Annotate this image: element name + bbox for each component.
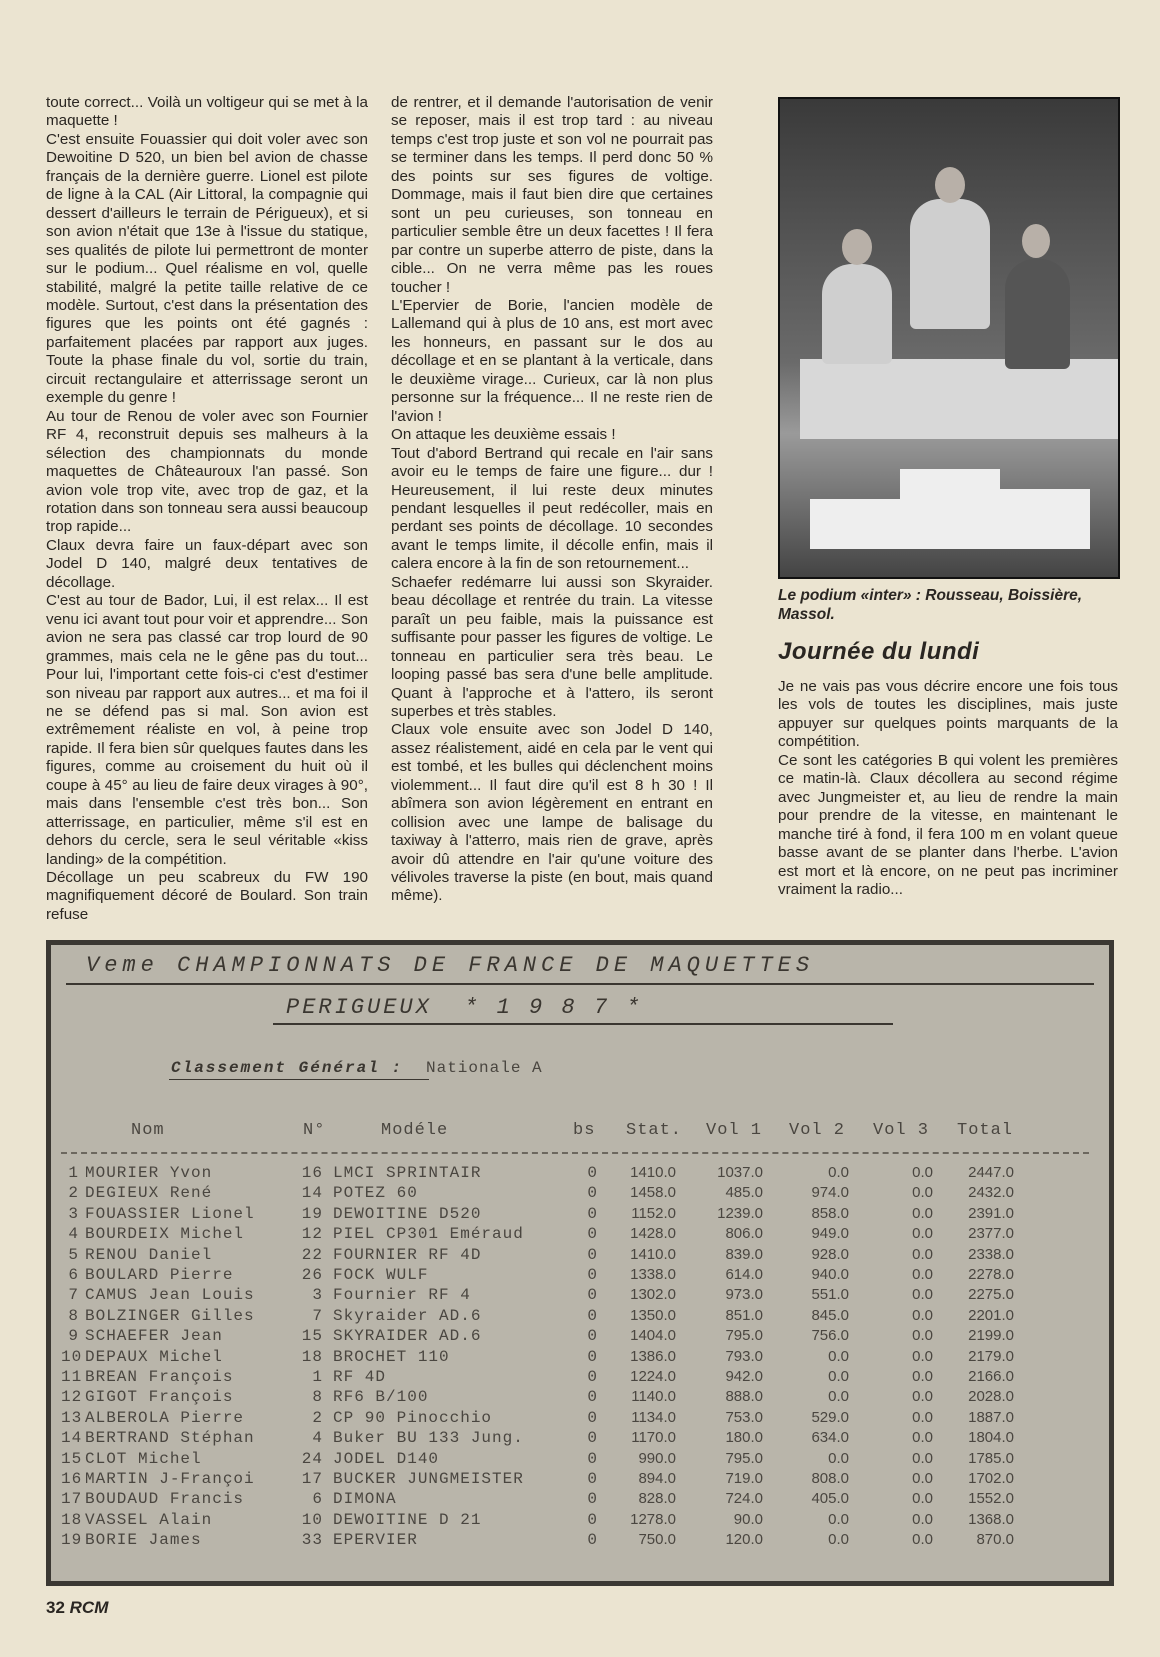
table-cell: 2201.0 — [968, 1306, 1014, 1324]
table-cell: 0 — [587, 1510, 598, 1529]
table-cell: 1350.0 — [630, 1306, 676, 1324]
table-cell: 1134.0 — [631, 1408, 676, 1426]
table-cell: GIGOT François — [85, 1388, 234, 1407]
table-cell: 888.0 — [725, 1388, 763, 1406]
table-cell: BOURDEIX Michel — [85, 1225, 245, 1244]
page-footer — [46, 1598, 108, 1618]
table-row — [51, 1164, 1109, 1185]
table-cell: 0.0 — [912, 1204, 933, 1222]
paragraph: Claux vole ensuite avec son Jodel D 140, assez réalistement, aidé en cela par le vent qui est tombé, et les bulles qui déclenchent moins violemment... Il faut dire qu'il est 8 h 30 ! Il abîmera son avion légèrement en entrant en collision avec une lampe de balisage du taxiway à l'atterro, mais rien de grave, après avoir dû attendre en l'air qu'une voiture des vélivoles traverse la piste (en bout, mais quand même). — [391, 721, 713, 905]
table-cell: 858.0 — [811, 1204, 849, 1222]
table-cell: 16 — [61, 1470, 83, 1488]
table-cell: 795.0 — [725, 1449, 763, 1467]
column-header: bs — [573, 1121, 596, 1140]
table-cell: 0 — [587, 1531, 598, 1550]
table-cell: 724.0 — [725, 1490, 763, 1508]
table-cell: 8 — [68, 1306, 79, 1325]
table-cell: 808.0 — [811, 1470, 849, 1487]
table-cell: 0.0 — [828, 1531, 849, 1549]
table-cell: 2432.0 — [968, 1184, 1014, 1202]
table-cell: FOURNIER RF 4D — [333, 1245, 482, 1264]
table-row — [51, 1450, 1109, 1471]
table-cell: RF6 B/100 — [333, 1388, 429, 1407]
table-cell: CP 90 Pinocchio — [333, 1408, 493, 1427]
table-cell: 0.0 — [912, 1286, 933, 1304]
classement-label: Classement Général : — [171, 1059, 404, 1077]
column-header: Stat. — [626, 1121, 683, 1140]
table-cell: 845.0 — [811, 1306, 849, 1324]
table-cell: 0 — [587, 1408, 598, 1427]
paragraph: L'Epervier de Borie, l'ancien modèle de Lallemand qui à plus de 10 ans, est mort avec les honneurs, en passant sur le dos au décollage et en se plantant à la verticale, dans le deuxième virage... Curieux, car là non plus personne sur la fréquence... Il ne reste rien de l'avion ! — [391, 296, 713, 425]
table-cell: DEWOITINE D 21 — [333, 1510, 482, 1529]
table-cell: DIMONA — [333, 1490, 397, 1509]
table-cell: 0 — [587, 1164, 598, 1182]
table-row — [51, 1205, 1109, 1226]
article-column-3 — [778, 678, 1118, 899]
table-cell: 2166.0 — [968, 1368, 1014, 1385]
table-cell: SKYRAIDER AD.6 — [333, 1327, 482, 1346]
table-cell: 806.0 — [725, 1225, 763, 1243]
table-cell: 0 — [587, 1470, 598, 1488]
table-cell: 2275.0 — [968, 1286, 1014, 1304]
table-row — [51, 1246, 1109, 1267]
table-cell: 2 — [68, 1184, 79, 1203]
table-cell: 4 — [312, 1429, 323, 1448]
table-cell: 19 — [61, 1531, 83, 1550]
table-cell: BERTRAND Stéphan — [85, 1429, 255, 1448]
table-cell: 22 — [301, 1245, 323, 1264]
table-row — [51, 1429, 1109, 1450]
column-header: Vol 2 — [789, 1121, 846, 1140]
table-cell: Skyraider AD.6 — [333, 1306, 482, 1325]
table-cell: 1785.0 — [968, 1449, 1014, 1467]
table-cell: 19 — [301, 1204, 323, 1223]
table-row — [51, 1348, 1109, 1369]
table-cell: 0.0 — [912, 1368, 933, 1385]
table-cell: 0 — [587, 1306, 598, 1325]
table-cell: 2278.0 — [968, 1266, 1014, 1283]
magazine-logo: RCM — [69, 1598, 109, 1617]
table-cell: 1410.0 — [630, 1245, 676, 1263]
table-cell: 1386.0 — [630, 1347, 676, 1365]
table-cell: 793.0 — [725, 1347, 763, 1365]
table-cell: 942.0 — [725, 1368, 763, 1385]
paragraph: C'est ensuite Fouassier qui doit voler avec son Dewoitine D 520, un bien bel avion de chasse français de la dernière guerre. Lionel est pilote de ligne à la CAL (Air Littoral, la compagnie qui dessert d'ailleurs le terrain de Périgueux), et si son avion n'était que 13e à l'issue du statique, ses qualités de pilote lui permettront de monter sur le podium... Quel réalisme en vol, quelle stabilité, malgré la petite taille relative de ce modèle. Surtout, c'est dans la présentation des figures que les points ont été gagnés : parfaitement placées par rapport aux juges. Toute la phase finale du vol, sortie du train, circuit rectangulaire et atterrissage seront un exemple du genre ! — [46, 130, 368, 407]
table-cell: 17 — [61, 1490, 83, 1509]
table-cell: 1804.0 — [968, 1429, 1014, 1447]
table-cell: 0.0 — [912, 1164, 933, 1181]
table-cell: MOURIER Yvon — [85, 1164, 213, 1182]
table-cell: 0.0 — [828, 1164, 849, 1181]
table-cell: 90.0 — [733, 1510, 763, 1528]
table-cell: 1037.0 — [717, 1164, 763, 1181]
table-cell: 0.0 — [912, 1347, 933, 1365]
table-cell: 0.0 — [912, 1531, 933, 1549]
table-cell: 551.0 — [811, 1286, 849, 1304]
table-cell: 0.0 — [912, 1184, 933, 1202]
table-cell: 2028.0 — [968, 1388, 1014, 1406]
results-table — [46, 940, 1114, 1586]
table-cell: Buker BU 133 Jung. — [333, 1429, 524, 1448]
table-cell: 1552.0 — [968, 1490, 1014, 1508]
table-cell: 0 — [587, 1449, 598, 1468]
table-cell: 0 — [587, 1490, 598, 1509]
table-cell: 7 — [312, 1306, 323, 1325]
table-cell: 485.0 — [725, 1184, 763, 1202]
table-cell: 614.0 — [725, 1266, 763, 1283]
table-cell: 828.0 — [638, 1490, 676, 1508]
table-row — [51, 1531, 1109, 1552]
table-cell: 1224.0 — [630, 1368, 676, 1385]
table-cell: 2199.0 — [968, 1327, 1014, 1345]
paragraph: toute correct... Voilà un voltigeur qui se met à la maquette ! — [46, 94, 368, 130]
table-cell: 18 — [301, 1347, 323, 1366]
table-cell: 2338.0 — [968, 1245, 1014, 1263]
article-column-2 — [391, 94, 713, 906]
table-cell: 2377.0 — [968, 1225, 1014, 1243]
podium-photo — [778, 97, 1120, 579]
table-cell: 12 — [61, 1388, 83, 1407]
table-cell: RF 4D — [333, 1368, 387, 1386]
table-cell: ALBEROLA Pierre — [85, 1408, 245, 1427]
paragraph: Au tour de Renou de voler avec son Fournier RF 4, reconstruit depuis ses malheurs à la sélection des championnats du monde maquettes de Châteauroux l'an passé. Son avion vole trop vite, avec trop de gaz, et la rotation dans son tonneau sera aussi beaucoup trop rapide... — [46, 407, 368, 536]
table-row — [51, 1225, 1109, 1246]
column-header: Nom — [131, 1121, 165, 1140]
table-cell: SCHAEFER Jean — [85, 1327, 223, 1346]
table-cell: 1338.0 — [630, 1266, 676, 1283]
table-cell: 10 — [61, 1347, 83, 1366]
table-cell: 120.0 — [725, 1531, 763, 1549]
page-number: 32 — [46, 1598, 65, 1617]
table-cell: 5 — [68, 1245, 79, 1264]
table-cell: CAMUS Jean Louis — [85, 1286, 255, 1305]
table-cell: 1410.0 — [630, 1164, 676, 1181]
column-header: Vol 3 — [873, 1121, 930, 1140]
table-cell: 990.0 — [638, 1449, 676, 1467]
table-cell: 0 — [587, 1266, 598, 1284]
table-cell: 6 — [312, 1490, 323, 1509]
table-cell: 405.0 — [811, 1490, 849, 1508]
table-cell: 949.0 — [811, 1225, 849, 1243]
table-cell: 0.0 — [828, 1347, 849, 1365]
table-cell: FOUASSIER Lionel — [85, 1204, 255, 1223]
table-cell: 1404.0 — [630, 1327, 676, 1345]
paragraph: Ce sont les catégories B qui volent les premières ce matin-là. Claux décollera au second régime avec Jungmeister et, au lieu de rendre la main pour prendre de la vitesse, en maintenant le manche tiré à fond, il fera 100 m en volant queue basse avant de se planter dans l'herbe. L'avion est mort et là encore, on ne peut pas incriminer vraiment la radio... — [778, 751, 1118, 898]
table-cell: 24 — [301, 1449, 323, 1468]
table-cell: 1302.0 — [630, 1286, 676, 1304]
paragraph: Décollage un peu scabreux du FW 190 magnifiquement décoré de Boulard. Son train refuse — [46, 869, 368, 923]
paragraph: Je ne vais pas vous décrire encore une fois tous les vols de toutes les disciplines, mais juste appuyer sur quelques points marquants de la compétition. — [778, 678, 1118, 751]
table-cell: 2179.0 — [968, 1347, 1014, 1365]
article-column-1 — [46, 94, 368, 924]
table-cell: 0.0 — [912, 1327, 933, 1345]
table-cell: 0 — [587, 1204, 598, 1223]
table-cell: EPERVIER — [333, 1531, 418, 1550]
table-cell: 0.0 — [912, 1490, 933, 1508]
table-cell: 9 — [68, 1327, 79, 1346]
table-cell: 2 — [312, 1408, 323, 1427]
table-cell: 17 — [301, 1470, 323, 1488]
table-cell: 0.0 — [912, 1470, 933, 1487]
table-cell: 719.0 — [725, 1470, 763, 1487]
table-cell: 16 — [301, 1164, 323, 1182]
table-cell: 0 — [587, 1347, 598, 1366]
table-cell: 2447.0 — [968, 1164, 1014, 1181]
table-cell: 851.0 — [725, 1306, 763, 1324]
column-header: Modéle — [381, 1121, 449, 1140]
paragraph: Claux devra faire un faux-départ avec son Jodel D 140, malgré deux tentatives de décollage. — [46, 536, 368, 591]
column-header: Vol 1 — [706, 1121, 763, 1140]
table-cell: 756.0 — [811, 1327, 849, 1345]
table-cell: DEPAUX Michel — [85, 1347, 223, 1366]
table-cell: 3 — [68, 1204, 79, 1223]
table-cell: 13 — [61, 1408, 83, 1427]
table-cell: BORIE James — [85, 1531, 202, 1550]
table-cell: 973.0 — [725, 1286, 763, 1304]
classement-value: Nationale A — [426, 1059, 543, 1077]
table-cell: Fournier RF 4 — [333, 1286, 471, 1305]
table-cell: 2391.0 — [968, 1204, 1014, 1222]
table-cell: 0 — [587, 1286, 598, 1305]
table-cell: 0 — [587, 1245, 598, 1264]
table-cell: 1 — [68, 1164, 79, 1182]
table-row — [51, 1470, 1109, 1491]
table-cell: BOLZINGER Gilles — [85, 1306, 255, 1325]
photo-caption: Le podium «inter» : Rousseau, Boissière, Massol. — [778, 587, 1083, 623]
table-cell: 26 — [301, 1266, 323, 1284]
table-cell: 180.0 — [725, 1429, 763, 1447]
table-cell: 18 — [61, 1510, 83, 1529]
table-cell: BOULARD Pierre — [85, 1266, 234, 1284]
table-cell: 0.0 — [912, 1429, 933, 1447]
table-cell: 0.0 — [828, 1449, 849, 1467]
table-cell: 0.0 — [912, 1449, 933, 1467]
table-cell: LMCI SPRINTAIR — [333, 1164, 482, 1182]
table-cell: POTEZ 60 — [333, 1184, 418, 1203]
table-cell: MARTIN J-Françoi — [85, 1470, 255, 1488]
table-cell: 10 — [301, 1510, 323, 1529]
table-cell: 1152.0 — [631, 1204, 676, 1222]
table-cell: 0 — [587, 1368, 598, 1386]
paragraph: Schaefer redémarre lui aussi son Skyraider. beau décollage et rentrée du train. La vitesse paraît un peu faible, mais la puissance est suffisante pour passer les figures de voltige. Le tonneau en particulier sera très beau. Le looping passé bas sera d'une belle amplitude. Quant à l'approche et à l'attero, ils seront superbes et très stables. — [391, 573, 713, 720]
table-cell: BUCKER JUNGMEISTER — [333, 1470, 524, 1488]
table-cell: 894.0 — [638, 1470, 676, 1487]
table-cell: 0.0 — [912, 1225, 933, 1243]
table-cell: BOUDAUD Francis — [85, 1490, 245, 1509]
table-cell: 1140.0 — [631, 1388, 676, 1406]
paragraph: On attaque les deuxième essais ! — [391, 426, 616, 444]
column-header: Total — [957, 1121, 1014, 1140]
table-cell: FOCK WULF — [333, 1266, 429, 1284]
table-row — [51, 1266, 1109, 1287]
table-cell: 529.0 — [811, 1408, 849, 1426]
table-cell: 0.0 — [828, 1388, 849, 1406]
table-cell: 1278.0 — [630, 1510, 676, 1528]
table-cell: 4 — [68, 1225, 79, 1244]
table-row — [51, 1368, 1109, 1389]
table-cell: BROCHET 110 — [333, 1347, 450, 1366]
table-cell: 0 — [587, 1388, 598, 1407]
table-cell: 0 — [587, 1327, 598, 1346]
table-cell: 14 — [301, 1184, 323, 1203]
table-row — [51, 1511, 1109, 1532]
table-row — [51, 1307, 1109, 1328]
table-cell: RENOU Daniel — [85, 1245, 213, 1264]
table-row — [51, 1409, 1109, 1430]
paragraph: Tout d'abord Bertrand qui recale en l'air sans avoir eu le temps de faire une figure... dur ! Heureusement, il lui reste deux minutes pendant lesquelles il peut redécoller, mais en perdant ses points de décollage. 10 secondes avant le temps limite, il décolle enfin, mais il calera encore à la fin de son retournement... — [391, 444, 713, 573]
table-subtitle: PERIGUEUX * 1 9 8 7 * — [286, 995, 643, 1020]
table-cell: 33 — [301, 1531, 323, 1550]
table-row — [51, 1327, 1109, 1348]
table-cell: 1458.0 — [630, 1184, 676, 1202]
table-cell: 0.0 — [912, 1245, 933, 1263]
table-cell: 7 — [68, 1286, 79, 1305]
column-header: N° — [303, 1121, 326, 1140]
table-cell: 750.0 — [638, 1531, 676, 1549]
table-cell: 0.0 — [828, 1368, 849, 1385]
table-cell: 974.0 — [811, 1184, 849, 1202]
table-cell: 1170.0 — [631, 1429, 676, 1447]
table-cell: 12 — [301, 1225, 323, 1244]
table-cell: 8 — [312, 1388, 323, 1407]
table-cell: PIEL CP301 Eméraud — [333, 1225, 524, 1244]
table-row — [51, 1388, 1109, 1409]
table-cell: 3 — [312, 1286, 323, 1305]
table-cell: 753.0 — [725, 1408, 763, 1426]
table-cell: 1 — [312, 1368, 323, 1386]
table-cell: 795.0 — [725, 1327, 763, 1345]
table-cell: 1239.0 — [717, 1204, 763, 1222]
table-cell: 6 — [68, 1266, 79, 1284]
table-cell: 0 — [587, 1429, 598, 1448]
table-cell: 1428.0 — [630, 1225, 676, 1243]
paragraph: C'est au tour de Bador, Lui, il est relax... Il est venu ici avant tout pour voir et apprendre... Son avion ne sera pas classé car trop lourd de 90 grammes, mais cela ne le gêne pas du tout... Pour lui, l'important cette fois-ci c'est d'estimer son niveau par rapport aux autres... et ma foi il ne se défend pas si mal. Son avion est extrêmement réaliste en vol, à peine trop rapide. Il fera bien sûr quelques fautes dans les figures, comme au croisement du huit où il coupe à 45° au lieu de faire deux virages à 90°, mais dans l'ensemble c'est très bon... Son atterrissage, en particulier, même s'il est en dehors du cercle, sera le seul véritable «kiss landing» de la compétition. — [46, 592, 368, 868]
table-cell: 0.0 — [912, 1388, 933, 1406]
table-cell: 15 — [61, 1449, 83, 1468]
table-cell: 1368.0 — [968, 1510, 1014, 1528]
table-row — [51, 1490, 1109, 1511]
table-cell: 15 — [301, 1327, 323, 1346]
table-cell: DEGIEUX René — [85, 1184, 213, 1203]
table-cell: VASSEL Alain — [85, 1510, 213, 1529]
table-cell: 928.0 — [811, 1245, 849, 1263]
table-cell: 0.0 — [912, 1408, 933, 1426]
table-cell: 1887.0 — [968, 1408, 1014, 1426]
table-cell: DEWOITINE D520 — [333, 1204, 482, 1223]
table-cell: 839.0 — [725, 1245, 763, 1263]
table-cell: JODEL D140 — [333, 1449, 440, 1468]
paragraph: de rentrer, et il demande l'autorisation de venir se reposer, mais il est trop tard : au niveau temps c'est trop juste et son vol ne pourrait pas se terminer dans les temps. Il perd donc 50 % des points sur ses figures de voltige. Dommage, mais il faut bien dire que certaines sont un peu curieuses, son tonneau en particulier semble être un deux facettes ! Il fera par contre un superbe atterro de piste, dans la cible... On ne verra même pas les roues toucher ! — [391, 94, 713, 296]
table-cell: 870.0 — [976, 1531, 1014, 1549]
table-cell: 940.0 — [811, 1266, 849, 1283]
table-cell: 14 — [61, 1429, 83, 1448]
table-row — [51, 1286, 1109, 1307]
table-cell: CLOT Michel — [85, 1449, 202, 1468]
table-cell: 634.0 — [811, 1429, 849, 1447]
table-cell: 11 — [61, 1368, 83, 1386]
table-cell: 0.0 — [912, 1306, 933, 1324]
table-cell: 0.0 — [912, 1266, 933, 1283]
table-cell: 0 — [587, 1184, 598, 1203]
table-cell: BREAN François — [85, 1368, 234, 1386]
section-title: Journée du lundi — [778, 638, 980, 665]
table-cell: 1702.0 — [968, 1470, 1014, 1487]
table-row — [51, 1184, 1109, 1205]
table-cell: 0 — [587, 1225, 598, 1244]
table-title: Veme CHAMPIONNATS DE FRANCE DE MAQUETTES — [86, 953, 815, 978]
table-cell: 0.0 — [828, 1510, 849, 1528]
table-cell: 0.0 — [912, 1510, 933, 1528]
